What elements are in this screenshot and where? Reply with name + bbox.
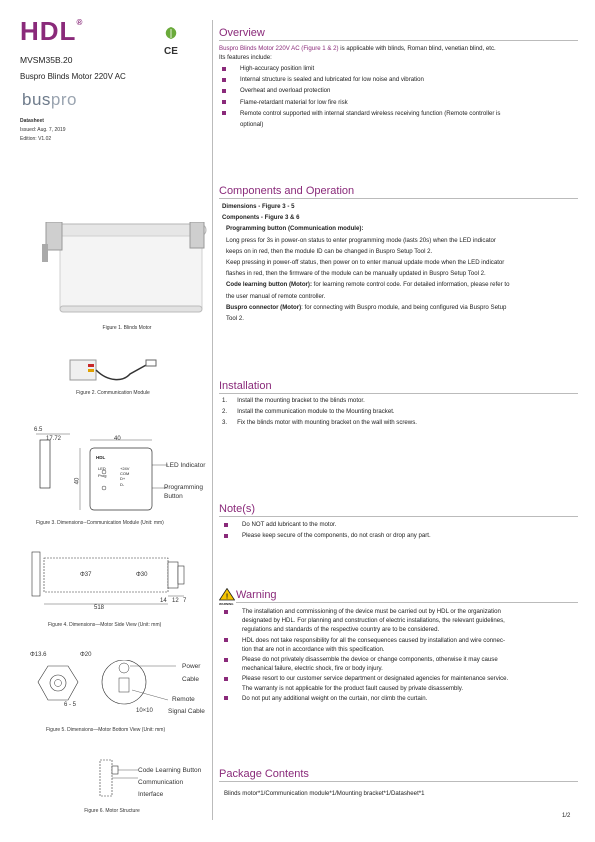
fig5-dim-4: 10×10 — [136, 708, 153, 714]
communication-interface-label-1: Communication — [138, 779, 184, 786]
package-title: Package Contents — [219, 768, 309, 780]
fig4-dim-5: 12 — [172, 598, 179, 604]
module-row: COM — [120, 471, 130, 477]
fig3-dim-3: 40 — [114, 436, 121, 442]
features-intro: Its features include: — [219, 54, 272, 61]
overview-intro-text: is applicable with blinds, Roman blind, venetian blind, etc. — [338, 45, 496, 52]
svg-text:!: ! — [225, 593, 229, 601]
communication-module-image — [68, 352, 158, 388]
fig3-dim-2: 17.72 — [46, 436, 62, 442]
fig4-dim-2: Φ30 — [136, 572, 148, 578]
programming-label-2: Button — [164, 493, 183, 500]
led-indicator-label: LED Indicator — [166, 462, 206, 469]
list-item-continuation: mechanical failure, electric shock, fire or body injury. — [242, 665, 383, 673]
list-item-continuation: The warranty is not applicable for the product fault caused by private disassembly. — [242, 684, 464, 692]
buspro-logo: buspro — [22, 90, 77, 109]
code-learning-text: Code learning button (Motor): for learning remote control code. For detailed information, please refer to — [226, 281, 510, 289]
programming-text: keeps on in red, then the module ID can be changed in Buspro Setup Tool 2. — [226, 247, 433, 255]
section-rule — [219, 393, 578, 394]
section-rule — [219, 40, 578, 41]
figure-2-caption: Figure 2. Communication Module — [76, 390, 150, 396]
section-rule — [219, 516, 578, 517]
motor-bottom-view-diagram — [28, 660, 178, 720]
programming-label-1: Programming — [164, 484, 204, 491]
column-divider — [212, 20, 213, 820]
components-body — [222, 202, 578, 323]
ce-mark: CE — [164, 46, 178, 57]
fig3-dim-1: 6.5 — [34, 427, 43, 433]
hdl-logo: HDL® — [20, 16, 84, 46]
module-brand: HDL — [96, 455, 106, 460]
dimensions-line: Dimensions - Figure 3 - 5 — [222, 203, 295, 210]
leaf-icon — [160, 26, 182, 40]
list-item-continuation: tion that are not in accordance with this specification. — [242, 645, 385, 653]
blinds-motor-image — [42, 222, 212, 324]
fig4-dim-4: 14 — [160, 598, 167, 604]
warning-title: Warning — [236, 589, 277, 601]
connector-text: Tool 2. — [226, 315, 244, 323]
list-item: Do NOT add lubricant to the motor. — [224, 520, 578, 529]
list-item: Please resort to our customer service department or designated agencies for maintenance service. — [224, 674, 578, 683]
list-item: High-accuracy position limit — [222, 64, 578, 73]
overview-intro-highlight: Buspro Blinds Motor 220V AC (Figure 1 & 2) — [219, 45, 339, 52]
list-item: Please keep secure of the components, do not crash or drop any part. — [224, 531, 578, 540]
list-item: 3. Fix the blinds motor with mounting bracket on the wall with screws. — [222, 419, 417, 427]
list-item: 1. Install the mounting bracket to the blinds motor. — [222, 397, 365, 404]
programming-text: flashes in red, then the firmware of the module can be manually updated in Buspro Setup Tool 2. — [226, 270, 486, 278]
programming-text: Keep pressing in power-off status, then power on to enter manual update mode when the LED indicator — [226, 259, 505, 267]
programming-button-heading: Programming button (Communication module): — [226, 225, 364, 233]
fig4-dim-1: Φ37 — [80, 572, 92, 578]
motor-side-view-diagram — [22, 548, 210, 614]
module-row: LED — [98, 466, 106, 471]
fig3-dim-4: 40 — [74, 477, 81, 485]
notes-list — [224, 520, 578, 540]
model-number: MVSM35B.20 — [20, 55, 73, 65]
list-item-continuation: optional) — [240, 121, 264, 129]
list-item: Please do not privately disassemble the device or change components, otherwise it may cause — [224, 655, 578, 664]
package-contents: Blinds motor*1/Communication module*1/Mounting bracket*1/Datasheet*1 — [224, 790, 425, 797]
figure-6-caption: Figure 6. Motor Structure — [84, 808, 140, 814]
fig5-dim-2: Φ20 — [80, 652, 92, 658]
fig5-dim-3: 6 - 5 — [64, 702, 77, 708]
warning-icon — [219, 588, 235, 603]
section-rule — [219, 781, 578, 782]
installation-steps — [222, 396, 578, 428]
warning-icon-label: WARNING — [219, 602, 234, 606]
fig4-dim-6: 7 — [183, 598, 187, 604]
components-title: Components and Operation — [219, 185, 355, 197]
list-item-continuation: designated by HDL. For planning and construction of electric installations, the relevant guidelines, — [242, 617, 505, 625]
programming-text: Long press for 3s in power-on status to enter programming mode (lasts 20s) when the LED indicator — [226, 236, 496, 244]
module-row: D+ — [120, 476, 126, 482]
features-list — [222, 64, 578, 129]
code-learning-text: the user manual of remote controller. — [226, 292, 326, 300]
power-cable-label-2: Cable — [182, 676, 199, 683]
list-item: The installation and commissioning of the device must be carried out by HDL or the organization — [224, 607, 578, 616]
list-item: HDL does not take responsibility for all the consequences caused by installation and wire connec- — [224, 636, 578, 645]
module-right-rows — [120, 466, 129, 487]
power-cable-label-1: Power — [182, 663, 201, 670]
product-name: Buspro Blinds Motor 220V AC — [20, 72, 126, 81]
remote-cable-label-1: Remote — [172, 696, 195, 703]
overview-intro — [219, 44, 579, 53]
module-row: D- — [120, 481, 125, 487]
figure-1-caption: Figure 1. Blinds Motor — [102, 325, 152, 331]
section-rule — [219, 198, 578, 199]
overview-title: Overview — [219, 27, 265, 39]
edition: Edition: V1.02 — [20, 136, 52, 142]
section-rule — [236, 602, 578, 603]
list-item: Overheat and overload protection — [222, 86, 578, 95]
notes-title: Note(s) — [219, 503, 256, 515]
page-number: 1/2 — [562, 813, 571, 819]
components-line: Components - Figure 3 & 6 — [222, 214, 300, 222]
connector-text: Buspro connector (Motor): for connecting with Buspro module, and being configured via Buspro Setup — [226, 303, 507, 311]
communication-interface-label-2: Interface — [138, 791, 164, 798]
fig5-dim-1: Φ13.6 — [30, 652, 47, 658]
figure-3-caption: Figure 3. Dimensions--Communication Module (Unit: mm) — [36, 520, 164, 526]
code-learning-button-label: Code Learning Button — [138, 767, 202, 774]
figure-4-caption: Figure 4. Dimensions—Motor Side View (Unit: mm) — [48, 622, 162, 628]
datasheet-label: Datasheet — [20, 118, 44, 124]
list-item: Remote control supported with internal standard wireless receiving function (Remote controller is — [222, 109, 578, 118]
list-item: Do not put any additional weight on the curtain, nor climb the curtain. — [224, 694, 578, 703]
figure-5-caption: Figure 5. Dimensions—Motor Bottom View (Unit: mm) — [46, 727, 166, 733]
motor-structure-diagram — [94, 758, 138, 798]
module-row: +24V — [120, 466, 130, 471]
list-item: Flame-retardant material for low fire risk — [222, 98, 578, 107]
certification-marks — [160, 26, 182, 57]
list-item: Internal structure is sealed and lubricated for low noise and vibration — [222, 75, 578, 84]
installation-title: Installation — [219, 380, 272, 392]
module-row: Prog — [98, 472, 107, 478]
list-item-continuation: regulations and standards of the respective country are to be considered. — [242, 626, 440, 634]
remote-cable-label-2: Signal Cable — [168, 708, 205, 715]
fig4-dim-3: 518 — [94, 605, 105, 611]
issued-date: Issued: Aug. 7, 2019 — [20, 127, 66, 133]
list-item: 2. Install the communication module to the Mounting bracket. — [222, 408, 395, 416]
module-left-rows — [98, 466, 106, 479]
warning-list — [224, 607, 578, 703]
